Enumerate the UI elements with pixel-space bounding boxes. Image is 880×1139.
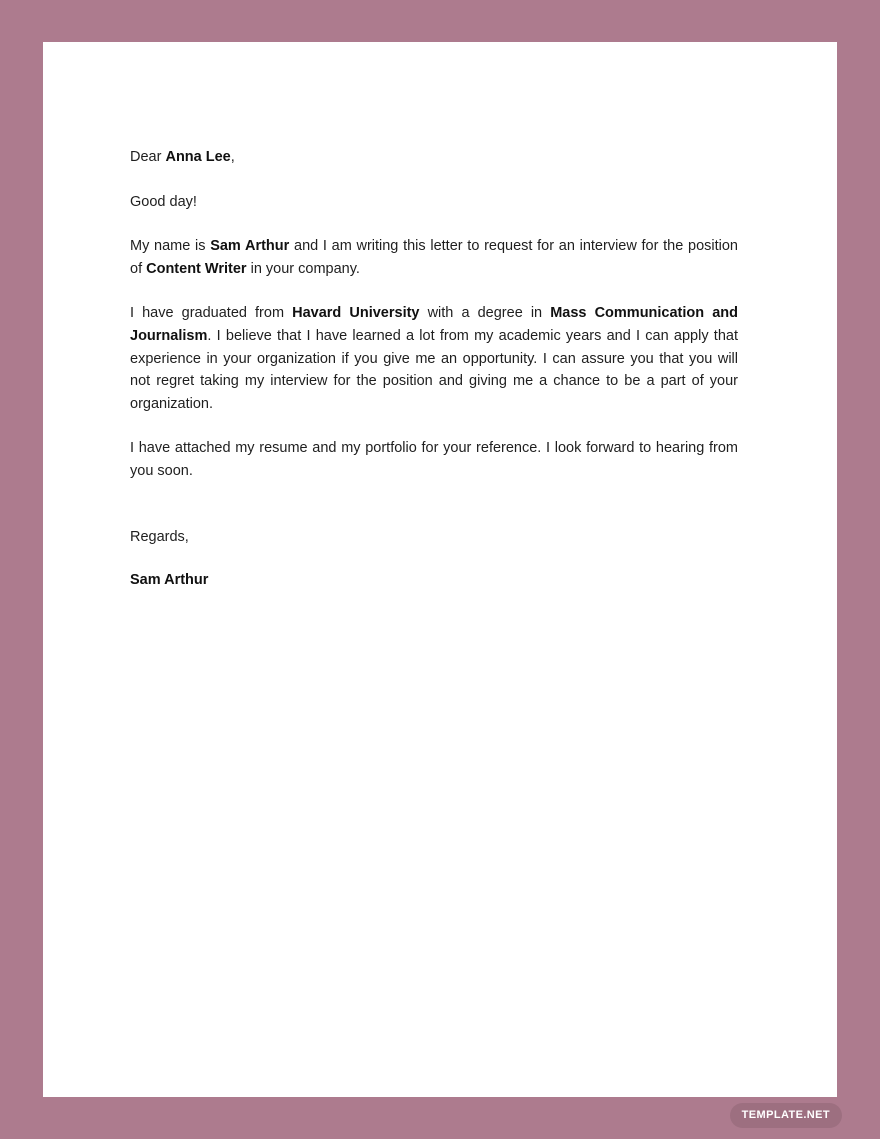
signature bbox=[130, 569, 738, 592]
recipient-name: Anna Lee bbox=[165, 149, 231, 165]
position-name: Content Writer bbox=[146, 260, 247, 277]
greeting: Good day! bbox=[130, 193, 197, 210]
intro-text-3: in your company. bbox=[246, 260, 360, 277]
university-name: Havard University bbox=[292, 305, 420, 322]
salutation bbox=[130, 146, 738, 169]
template-net-badge[interactable]: TEMPLATE.NET bbox=[730, 1103, 842, 1128]
letter-page bbox=[43, 42, 837, 1097]
salutation-prefix: Dear bbox=[130, 149, 162, 165]
education-text-3: . I believe that I have learned a lot from my academic years and I can apply that experience in your organization if you give me an opportunity. I can assure you that you will not regret taking my interview for the position and giving me a chance to be a part of your organization. bbox=[130, 327, 738, 412]
education-text-1: I have graduated from bbox=[130, 305, 293, 322]
degree-name: Mass Communication and Journalism bbox=[130, 305, 738, 344]
attachment-paragraph: I have attached my resume and my portfolio for your reference. I look forward to hearing from you soon. bbox=[130, 440, 738, 479]
intro-text-1: My name is bbox=[130, 238, 211, 255]
salutation-suffix: , bbox=[230, 149, 235, 165]
sender-name: Sam Arthur bbox=[210, 238, 290, 255]
closing: Regards, bbox=[130, 528, 189, 545]
signature-name: Sam Arthur bbox=[130, 572, 209, 589]
intro-paragraph bbox=[130, 235, 738, 280]
education-text-2: with a degree in bbox=[419, 305, 551, 322]
intro-text-2: and I am writing this letter to request for an interview for the position of bbox=[130, 238, 738, 277]
letter-body bbox=[130, 146, 738, 592]
education-paragraph bbox=[130, 302, 738, 415]
